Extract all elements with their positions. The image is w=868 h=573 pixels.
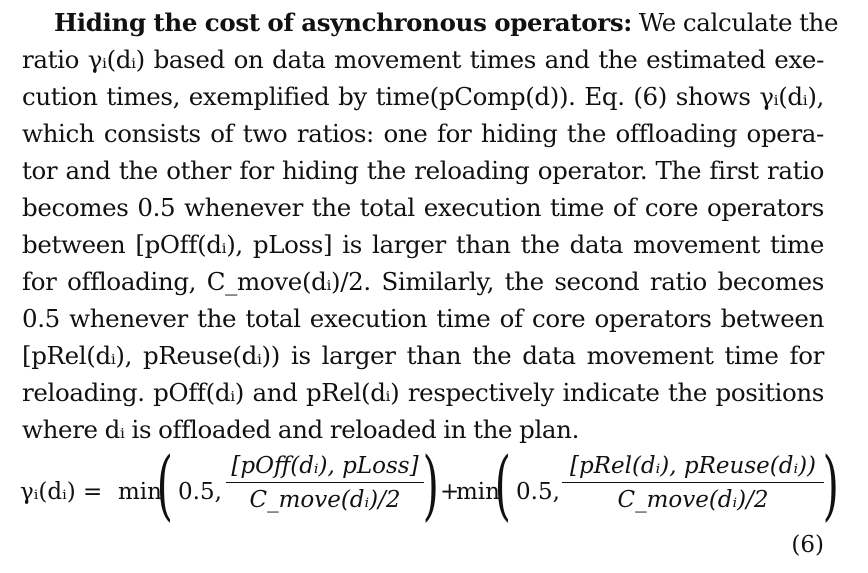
paragraph-line-2: ratio γᵢ(dᵢ) based on data movement times and the estimated exe- [22, 45, 824, 74]
equation-right-paren-1: ) [422, 440, 439, 529]
line-1-text: We calculate the [631, 8, 839, 37]
paragraph-line-9: 0.5 whenever the total execution time of core operators between [22, 304, 824, 333]
equation-left-paren-2: ( [494, 440, 511, 529]
equation-min-2: min [456, 479, 500, 505]
fraction-2-denominator: C_move(dᵢ)/2 [617, 487, 769, 514]
equation-fraction-1 [226, 455, 424, 512]
equation-min-1: min [118, 479, 162, 505]
fraction-2-numerator: [pRel(dᵢ), pReuse(dᵢ)) [569, 453, 817, 479]
paragraph-line-7: between [pOff(dᵢ), pLoss] is larger than the data movement time [22, 230, 824, 259]
paragraph-line-11: reloading. pOff(dᵢ) and pRel(dᵢ) respectively indicate the positions [22, 378, 824, 407]
equation-plus: + [440, 479, 460, 505]
equation-left-paren-1: ( [156, 440, 173, 529]
equation-right-paren-2: ) [822, 440, 839, 529]
paragraph-line-8: for offloading, C_move(dᵢ)/2. Similarly, the second ratio becomes [22, 267, 824, 296]
paragraph-line-3: cution times, exemplified by time(pComp(d)). Eq. (6) shows γᵢ(dᵢ), [22, 82, 824, 111]
equation-lhs: γᵢ(dᵢ) = [20, 479, 103, 505]
fraction-1-numerator: [pOff(dᵢ), pLoss] [231, 453, 419, 479]
paragraph-line-10: [pRel(dᵢ), pReuse(dᵢ)) is larger than the data movement time for [22, 341, 824, 370]
paragraph [22, 4, 839, 448]
equation-fraction-2 [562, 455, 824, 512]
paragraph-line-4: which consists of two ratios: one for hiding the offloading opera- [22, 119, 824, 148]
paragraph-heading: Hiding the cost of asynchronous operators: [54, 8, 632, 37]
equation-const-1: 0.5, [178, 479, 222, 505]
equation-number: (6) [791, 532, 824, 558]
paragraph-line-12: where dᵢ is offloaded and reloaded in the plan. [22, 415, 580, 444]
equation-const-2: 0.5, [516, 479, 560, 505]
equation-6 [20, 440, 839, 529]
paragraph-line-5: tor and the other for hiding the reloading operator. The first ratio [22, 156, 824, 185]
paragraph-line-1 [22, 4, 839, 41]
fraction-1-denominator: C_move(dᵢ)/2 [249, 487, 401, 514]
paragraph-line-6: becomes 0.5 whenever the total execution time of core operators [22, 193, 824, 222]
